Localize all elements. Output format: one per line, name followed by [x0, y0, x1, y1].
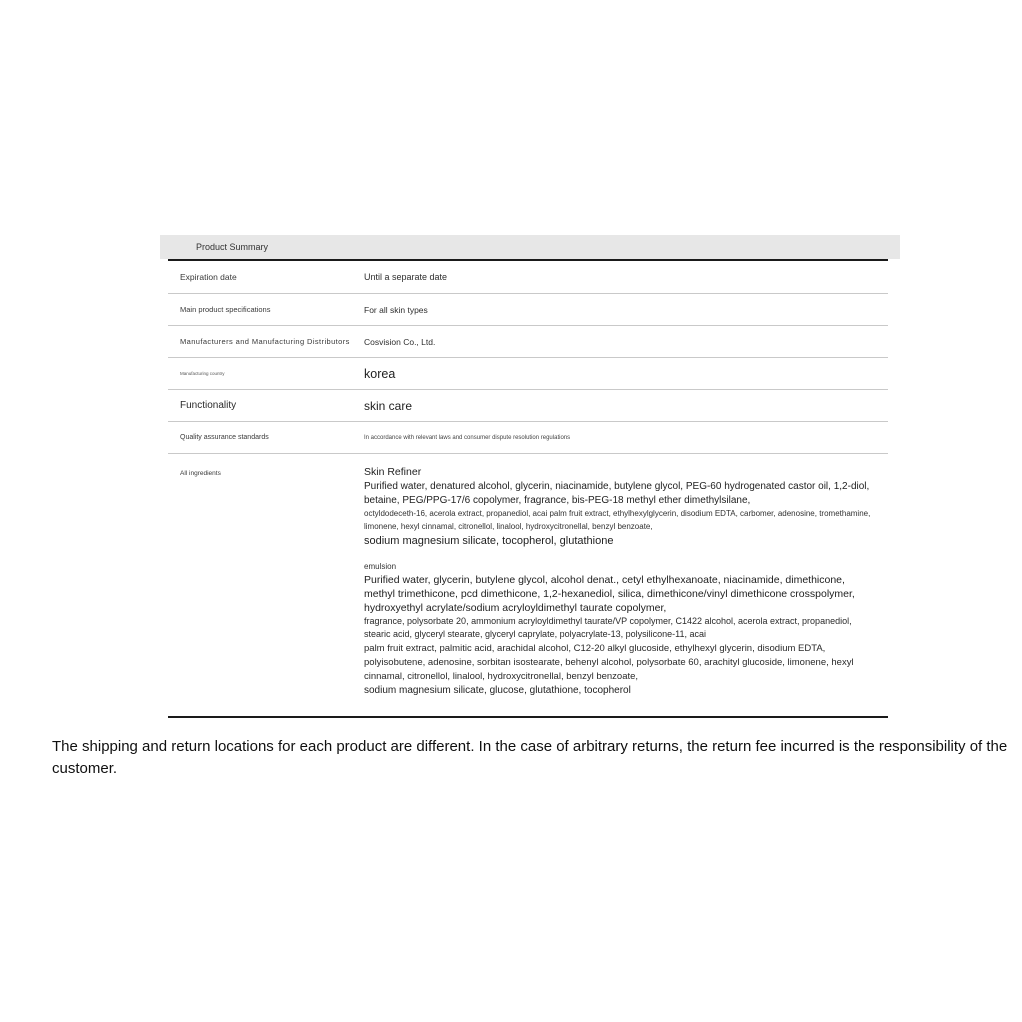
table-header-title: Product Summary [196, 242, 269, 252]
row-value: In accordance with relevant laws and consumer dispute resolution regulations [364, 434, 571, 441]
row-value: korea [364, 366, 396, 381]
table-row-main-specifications [168, 294, 888, 326]
table-row-manufacturing-country [168, 358, 888, 390]
row-label: Main product specifications [180, 305, 271, 314]
row-label: All ingredients [180, 470, 221, 477]
shipping-return-note: The shipping and return locations for each product are different. In the case of arbitrary returns, the return fee incurred is the responsibility of the customer. [52, 738, 1008, 777]
ingredients-cell [364, 454, 888, 712]
row-label: Functionality [180, 400, 237, 411]
row-label: Manufacturers and Manufacturing Distributors [180, 337, 350, 346]
ingredients-product2-title: emulsion [364, 561, 397, 571]
row-value: Cosvision Co., Ltd. [364, 336, 436, 347]
table-row-quality-assurance [168, 422, 888, 454]
table-rows [168, 259, 888, 718]
ingredients-product1-text-a: Purified water, denatured alcohol, glycerin, niacinamide, butylene glycol, PEG-60 hydrogenated castor oil, 1,2-diol, betaine, PEG/PPG-17/6 copolymer, fragrance, bis-PEG-18 methyl ether dimethylsilane, [364, 481, 870, 506]
table-row-expiration-date [168, 261, 888, 294]
row-label: Quality assurance standards [180, 434, 269, 441]
ingredients-product2-text-c: palm fruit extract, palmitic acid, arachidal alcohol, C12-20 alkyl glucoside, ethylhexyl glycerin, disodium EDTA, polyisobutene, adenosine, sorbitan isostearate, behenyl alcohol, polysorbate 60, arachityl glucoside, limonene, hexyl cinnamal, citronellol, linalool, hydroxycitronellal, benzyl benzoate, [364, 642, 854, 683]
row-label: Expiration date [180, 272, 237, 282]
row-value: skin care [364, 398, 413, 413]
row-label: Manufacturing country [180, 371, 225, 376]
ingredients-product1-text-b: octyldodeceth-16, acerola extract, propanediol, acai palm fruit extract, ethylhexylglycerin, disodium EDTA, carbomer, adenosine, tromethamine, limonene, hexyl cinnamal, citronellol, linalool, hydroxycitronellal, benzyl benzoate, [364, 508, 871, 531]
ingredients-product1-text-c: sodium magnesium silicate, tocopherol, glutathione [364, 534, 614, 547]
table-row-functionality [168, 390, 888, 422]
ingredients-product2-text-b: fragrance, polysorbate 20, ammonium acryloyldimethyl taurate/VP copolymer, C1422 alcohol, acerola extract, propanediol, stearic acid, glyceryl stearate, glyceryl caprylate, polyacrylate-13, polysilicone-11, acai [364, 615, 852, 640]
product-summary-table [160, 235, 900, 718]
ingredients-product2-text-a: Purified water, glycerin, butylene glycol, alcohol denat., cetyl ethylhexanoate, niacinamide, dimethicone, methyl trimethicone, pcd dimethicone, 1,2-hexanediol, silica, dimethicone/vinyl dimethicone crosspolymer, hydroxyethyl acrylate/sodium acryloyldimethyl taurate copolymer, [364, 573, 855, 614]
ingredients-product1-title: Skin Refiner [364, 466, 422, 478]
ingredients-product2-text-d: sodium magnesium silicate, glucose, glutathione, tocopherol [364, 685, 631, 697]
table-row-all-ingredients [168, 454, 888, 716]
row-value: Until a separate date [364, 272, 448, 282]
row-value: For all skin types [364, 304, 428, 315]
table-header [160, 235, 900, 259]
table-row-manufacturers [168, 326, 888, 358]
